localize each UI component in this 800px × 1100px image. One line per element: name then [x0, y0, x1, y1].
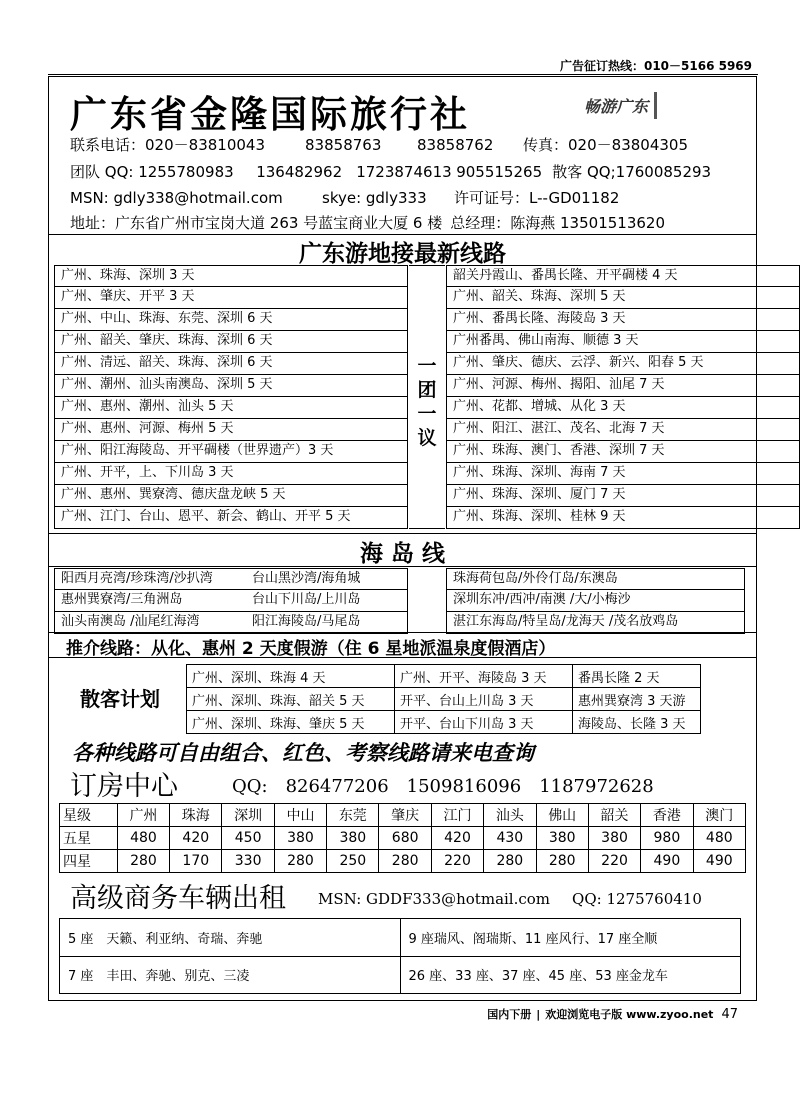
table-header-row [60, 804, 746, 827]
table-cell: 四星 [60, 850, 118, 873]
car-cell: 5 座 天籁、利亚纳、奇瑞、奔驰 [60, 919, 401, 957]
divider [48, 657, 757, 658]
route-item: 广州、花都、增城、从化 3 天 [446, 397, 800, 419]
route-item: 广州、潮州、汕头南澳岛、深圳 5 天 [54, 375, 408, 397]
table-cell: 280 [117, 850, 169, 873]
team-qq: 905515265 [456, 163, 543, 181]
table-cell: 430 [484, 827, 536, 850]
column-header: 韶关 [588, 804, 640, 827]
local-routes-right [446, 265, 800, 529]
license: 许可证号：L--GD01182 [454, 189, 620, 207]
table-cell: 220 [588, 850, 640, 873]
column-header: 中山 [274, 804, 326, 827]
table-cell: 380 [327, 827, 379, 850]
table-cell: 220 [431, 850, 483, 873]
promo-route: 推介线路：从化、惠州 2 天度假游（住 6 星地派温泉度假酒店） [66, 639, 556, 659]
plan-cell: 番禺长隆 2 天 [573, 665, 701, 688]
plan-cell: 广州、深圳、珠海 4 天 [187, 665, 395, 688]
route-item: 广州、珠海、深圳 3 天 [54, 265, 408, 287]
island-item: 阳西月亮湾/珍珠湾/沙扒湾 [54, 568, 246, 590]
individual-qq: 散客 QQ;1760085293 [552, 163, 712, 181]
table-cell: 380 [536, 827, 588, 850]
plan-cell: 广州、深圳、珠海、肇庆 5 天 [187, 711, 395, 734]
car-msn: MSN: GDDF333@hotmail.com [318, 890, 551, 908]
island-item: 阳江海陵岛/马尾岛 [246, 612, 408, 634]
route-item: 广州、肇庆、开平 3 天 [54, 287, 408, 309]
table-cell: 280 [274, 850, 326, 873]
table-row [60, 850, 746, 873]
slogan-logo: 畅游广东 [578, 92, 657, 119]
hotel-price-table [59, 803, 746, 873]
footer-section: 国内下册 [487, 1008, 532, 1021]
island-item: 台山黑沙湾/海角城 [246, 568, 408, 590]
custom-route-note: 各种线路可自由组合、红色、考察线路请来电查询 [72, 740, 534, 765]
phone-number: 83858762 [417, 136, 494, 154]
qq-line [70, 161, 711, 182]
table-row [187, 665, 701, 688]
route-item: 广州、阳江、湛江、茂名、北海 7 天 [446, 419, 800, 441]
footer-tagline: 欢迎浏览电子版 www.zyoo.net [545, 1008, 714, 1021]
phone-line [70, 134, 688, 155]
island-item: 珠海荷包岛/外伶仃岛/东澳岛 [446, 568, 745, 590]
route-item: 广州、韶关、肇庆、珠海、深圳 6 天 [54, 331, 408, 353]
page-number: 47 [721, 1007, 738, 1022]
route-item: 广州番禺、佛山南海、顺德 3 天 [446, 331, 800, 353]
route-item: 广州、珠海、深圳、厦门 7 天 [446, 485, 800, 507]
manager: 总经理：陈海燕 13501513620 [450, 214, 665, 232]
msn: MSN: gdly338@hotmail.com [70, 189, 283, 207]
msn-line [70, 187, 619, 208]
table-cell: 280 [379, 850, 431, 873]
table-row [187, 688, 701, 711]
table-cell: 490 [693, 850, 745, 873]
table-cell: 330 [222, 850, 274, 873]
island-item: 台山下川岛/上川岛 [246, 590, 408, 612]
table-cell: 280 [536, 850, 588, 873]
phone-label: 联系电话： [70, 136, 146, 154]
hotel-qq-line [232, 776, 672, 797]
company-name: 广东省金隆国际旅行社 [70, 93, 470, 136]
route-item: 广州、珠海、深圳、海南 7 天 [446, 463, 800, 485]
route-item: 广州、珠海、澳门、香港、深圳 7 天 [446, 441, 800, 463]
column-header: 佛山 [536, 804, 588, 827]
car-rental-contact [318, 890, 724, 908]
column-header: 珠海 [170, 804, 222, 827]
column-header: 肇庆 [379, 804, 431, 827]
divider [48, 533, 757, 534]
negotiable-label: 一 团 一 议 [417, 355, 437, 449]
island-routes-title: 海 岛 线 [359, 541, 445, 567]
island-col-b [246, 568, 408, 634]
car-qq: QQ: 1275760410 [572, 890, 702, 908]
fax: 传真：020－83804305 [523, 136, 688, 154]
route-item: 广州、惠州、河源、梅州 5 天 [54, 419, 408, 441]
table-cell: 380 [588, 827, 640, 850]
ad-hotline: 广告征订热线：010－5166 5969 [559, 59, 752, 73]
column-header: 星级 [60, 804, 118, 827]
hotel-qq: 1509816096 [406, 776, 522, 797]
column-header: 汕头 [484, 804, 536, 827]
table-cell: 170 [170, 850, 222, 873]
column-header: 深圳 [222, 804, 274, 827]
address-line [70, 212, 665, 233]
route-item: 广州、清远、韶关、珠海、深圳 6 天 [54, 353, 408, 375]
route-item: 广州、开平，上、下川岛 3 天 [54, 463, 408, 485]
route-item: 广州、河源、梅州、揭阳、汕尾 7 天 [446, 375, 800, 397]
plan-cell: 开平、台山下川岛 3 天 [395, 711, 573, 734]
team-qq: 1723874613 [356, 163, 452, 181]
plan-cell: 惠州巽寮湾 3 天游 [573, 688, 701, 711]
local-routes-table [54, 265, 745, 531]
car-cell: 7 座 丰田、奔驰、别克、三凌 [60, 956, 401, 994]
route-item: 广州、珠海、深圳、桂林 9 天 [446, 507, 800, 529]
route-item: 广州、中山、珠海、东莞、深圳 6 天 [54, 309, 408, 331]
table-cell: 680 [379, 827, 431, 850]
table-cell: 480 [117, 827, 169, 850]
route-item: 广州、肇庆、德庆、云浮、新兴、阳春 5 天 [446, 353, 800, 375]
table-cell: 420 [431, 827, 483, 850]
car-rental-title: 高级商务车辆出租 [70, 883, 286, 914]
team-qq: 136482962 [256, 163, 343, 181]
team-qq: 1255780983 [138, 163, 234, 181]
skype: skye: gdly333 [322, 189, 427, 207]
table-row [60, 956, 741, 994]
column-header: 广州 [117, 804, 169, 827]
phone-number: 020－83810043 [145, 136, 265, 154]
car-rental-table [59, 918, 741, 994]
route-item: 广州、江门、台山、恩平、新会、鹤山、开平 5 天 [54, 507, 408, 529]
car-cell: 9 座瑞风、阁瑞斯、11 座风行、17 座全顺 [400, 919, 741, 957]
footer-separator: | [536, 1008, 541, 1021]
table-cell: 380 [274, 827, 326, 850]
page-footer [487, 1006, 738, 1022]
divider [48, 632, 757, 633]
address: 地址：广东省广州市宝岗大道 263 号蓝宝商业大厦 6 楼 [70, 214, 443, 232]
route-item: 广州、惠州、潮州、汕头 5 天 [54, 397, 408, 419]
column-header: 江门 [431, 804, 483, 827]
table-cell: 490 [641, 850, 693, 873]
divider [48, 566, 757, 567]
table-row [60, 827, 746, 850]
island-item: 惠州巽寮湾/三角洲岛 [54, 590, 246, 612]
hotel-qq-label: QQ: [232, 776, 268, 797]
island-item: 湛江东海岛/特呈岛/龙海天 /茂名放鸡岛 [446, 612, 745, 634]
table-cell: 250 [327, 850, 379, 873]
negotiable-column [409, 265, 445, 529]
route-item: 韶关丹霞山、番禺长隆、开平碉楼 4 天 [446, 265, 800, 287]
plan-cell: 广州、开平、海陵岛 3 天 [395, 665, 573, 688]
route-item: 广州、番禺长隆、海陵岛 3 天 [446, 309, 800, 331]
hotel-qq: 1187972628 [539, 776, 654, 797]
plan-cell: 开平、台山上川岛 3 天 [395, 688, 573, 711]
island-col-right [446, 568, 745, 634]
plan-cell: 广州、深圳、珠海、韶关 5 天 [187, 688, 395, 711]
top-rule [48, 74, 758, 75]
column-header: 澳门 [693, 804, 745, 827]
local-routes-left [54, 265, 408, 529]
table-row [187, 711, 701, 734]
plan-cell: 海陵岛、长隆 3 天 [573, 711, 701, 734]
team-qq-label: 团队 QQ: [70, 163, 134, 181]
route-item: 广州、惠州、巽寮湾、德庆盘龙峡 5 天 [54, 485, 408, 507]
individual-plan-label: 散客计划 [80, 687, 160, 711]
table-cell: 450 [222, 827, 274, 850]
table-cell: 420 [170, 827, 222, 850]
table-cell: 980 [641, 827, 693, 850]
column-header: 香港 [641, 804, 693, 827]
hotel-qq: 826477206 [285, 776, 389, 797]
hotel-booking-title: 订房中心 [70, 771, 178, 802]
phone-number: 83858763 [305, 136, 382, 154]
route-item: 广州、韶关、珠海、深圳 5 天 [446, 287, 800, 309]
island-item: 汕头南澳岛 /汕尾红海湾 [54, 612, 246, 634]
table-cell: 五星 [60, 827, 118, 850]
table-cell: 280 [484, 850, 536, 873]
route-item: 广州、阳江海陵岛、开平碉楼（世界遗产）3 天 [54, 441, 408, 463]
island-col-a [54, 568, 246, 634]
table-row [60, 919, 741, 957]
local-routes-title: 广东游地接最新线路 [299, 241, 506, 267]
column-header: 东莞 [327, 804, 379, 827]
individual-plan-table [186, 664, 701, 734]
island-item: 深圳东冲/西冲/南澳 /大/小梅沙 [446, 590, 745, 612]
car-cell: 26 座、33 座、37 座、45 座、53 座金龙车 [400, 956, 741, 994]
table-cell: 480 [693, 827, 745, 850]
